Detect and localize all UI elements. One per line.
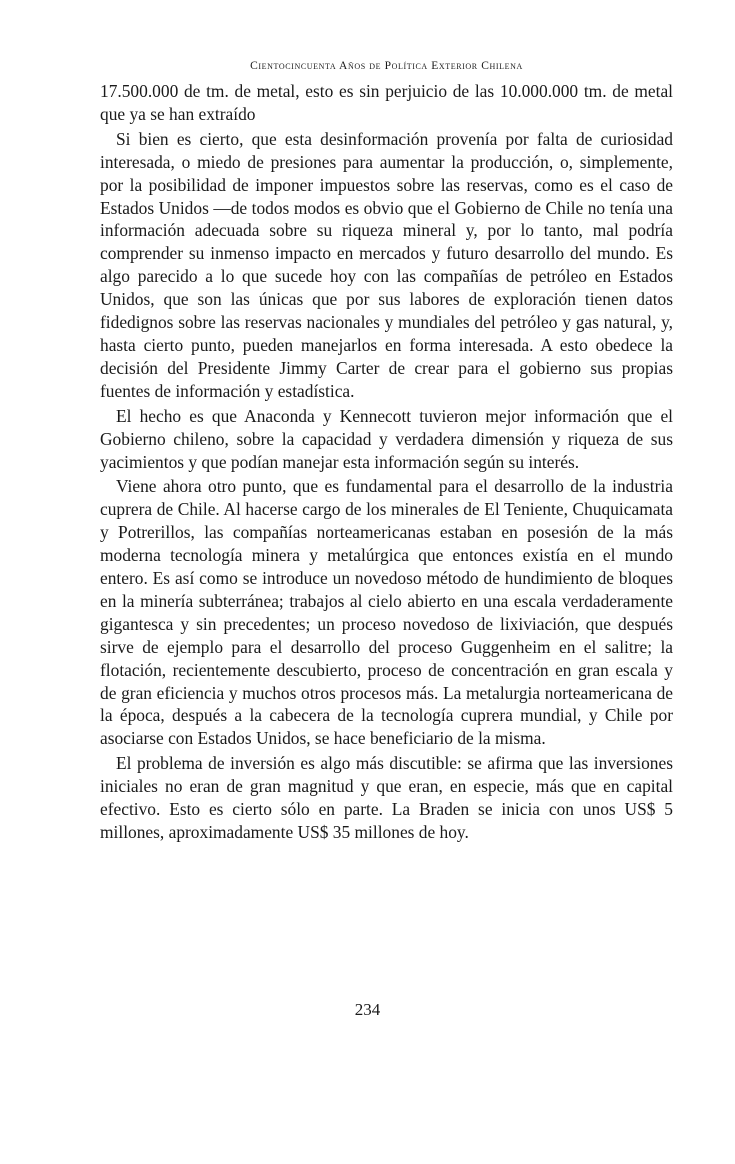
paragraph-desinformacion: Si bien es cierto, que esta desinformación provenía por falta de curiosidad interesada, o miedo de presiones para aumentar la producción, o, simplemente, por la posibilidad de imponer impuestos sobre las reservas, como es el caso de Estados Unidos —de todos modos es obvio que el Gobierno de Chile no tenía una información adecuada sobre su riqueza mineral y, por lo tanto, mal podría comprender su inmenso impacto en mercados y futuro desarrollo del mundo. Es algo parecido a lo que sucede hoy con las compañías de petróleo en Estados Unidos, que son las únicas que por sus labores de exploración tienen datos fidedignos sobre las reservas nacionales y mundiales del petróleo y gas natural, y, hasta cierto punto, pueden manejarlos en forma interesada. A esto obedece la decisión del Presidente Jimmy Carter de crear para el gobierno sus propias fuentes de información y estadística. xyxy=(100,128,673,401)
paragraph-inversion: El problema de inversión es algo más discutible: se afirma que las inversiones iniciales no eran de gran magnitud y que eran, en especie, más que en capital efectivo. Esto es cierto sólo en parte. La Braden se inicia con unos US$ 5 millones, aproximadamente US$ 35 millones de hoy. xyxy=(100,753,673,842)
paragraph-tecnologia: Viene ahora otro punto, que es fundamental para el desarrollo de la industria cuprera de Chile. Al hacerse cargo de los minerales de El Teniente, Chuquicamata y Potrerillos, las compañías norteamericanas estaban en posesión de la más moderna tecnología minera y metalúrgica que entonces existía en el mundo entero. Es así como se introduce un novedoso método de hundimiento de bloques en la minería subterránea; trabajos al cielo abierto en una escala verdaderamente gigantesca y sin precedentes; un proceso novedoso de lixiviación, que después sirve de ejemplo para el desarrollo del proceso Guggenheim en el salitre; la flotación, recientemente descubierto, proceso de concentración en gran escala y de gran eficiencia y muchos otros procesos más. La metalurgia norteamericana de la época, después a la cabecera de la tecnología cuprera mundial, y Chile por asociarse con Estados Unidos, se hace beneficiario de la misma. xyxy=(100,476,673,749)
page-number: 234 xyxy=(354,1000,381,1019)
running-head: Cientocincuenta Años de Política Exterior Chilena xyxy=(250,60,523,72)
paragraph-anaconda-kennecott: El hecho es que Anaconda y Kennecott tuvieron mejor información que el Gobierno chileno, sobre la capacidad y verdadera dimensión y riqueza de sus yacimientos y que podían manejar esta información según su interés. xyxy=(100,405,673,472)
book-page xyxy=(100,60,673,844)
paragraph-continuation: 17.500.000 de tm. de metal, esto es sin perjuicio de las 10.000.000 tm. de metal que ya se han extraído xyxy=(100,81,673,124)
